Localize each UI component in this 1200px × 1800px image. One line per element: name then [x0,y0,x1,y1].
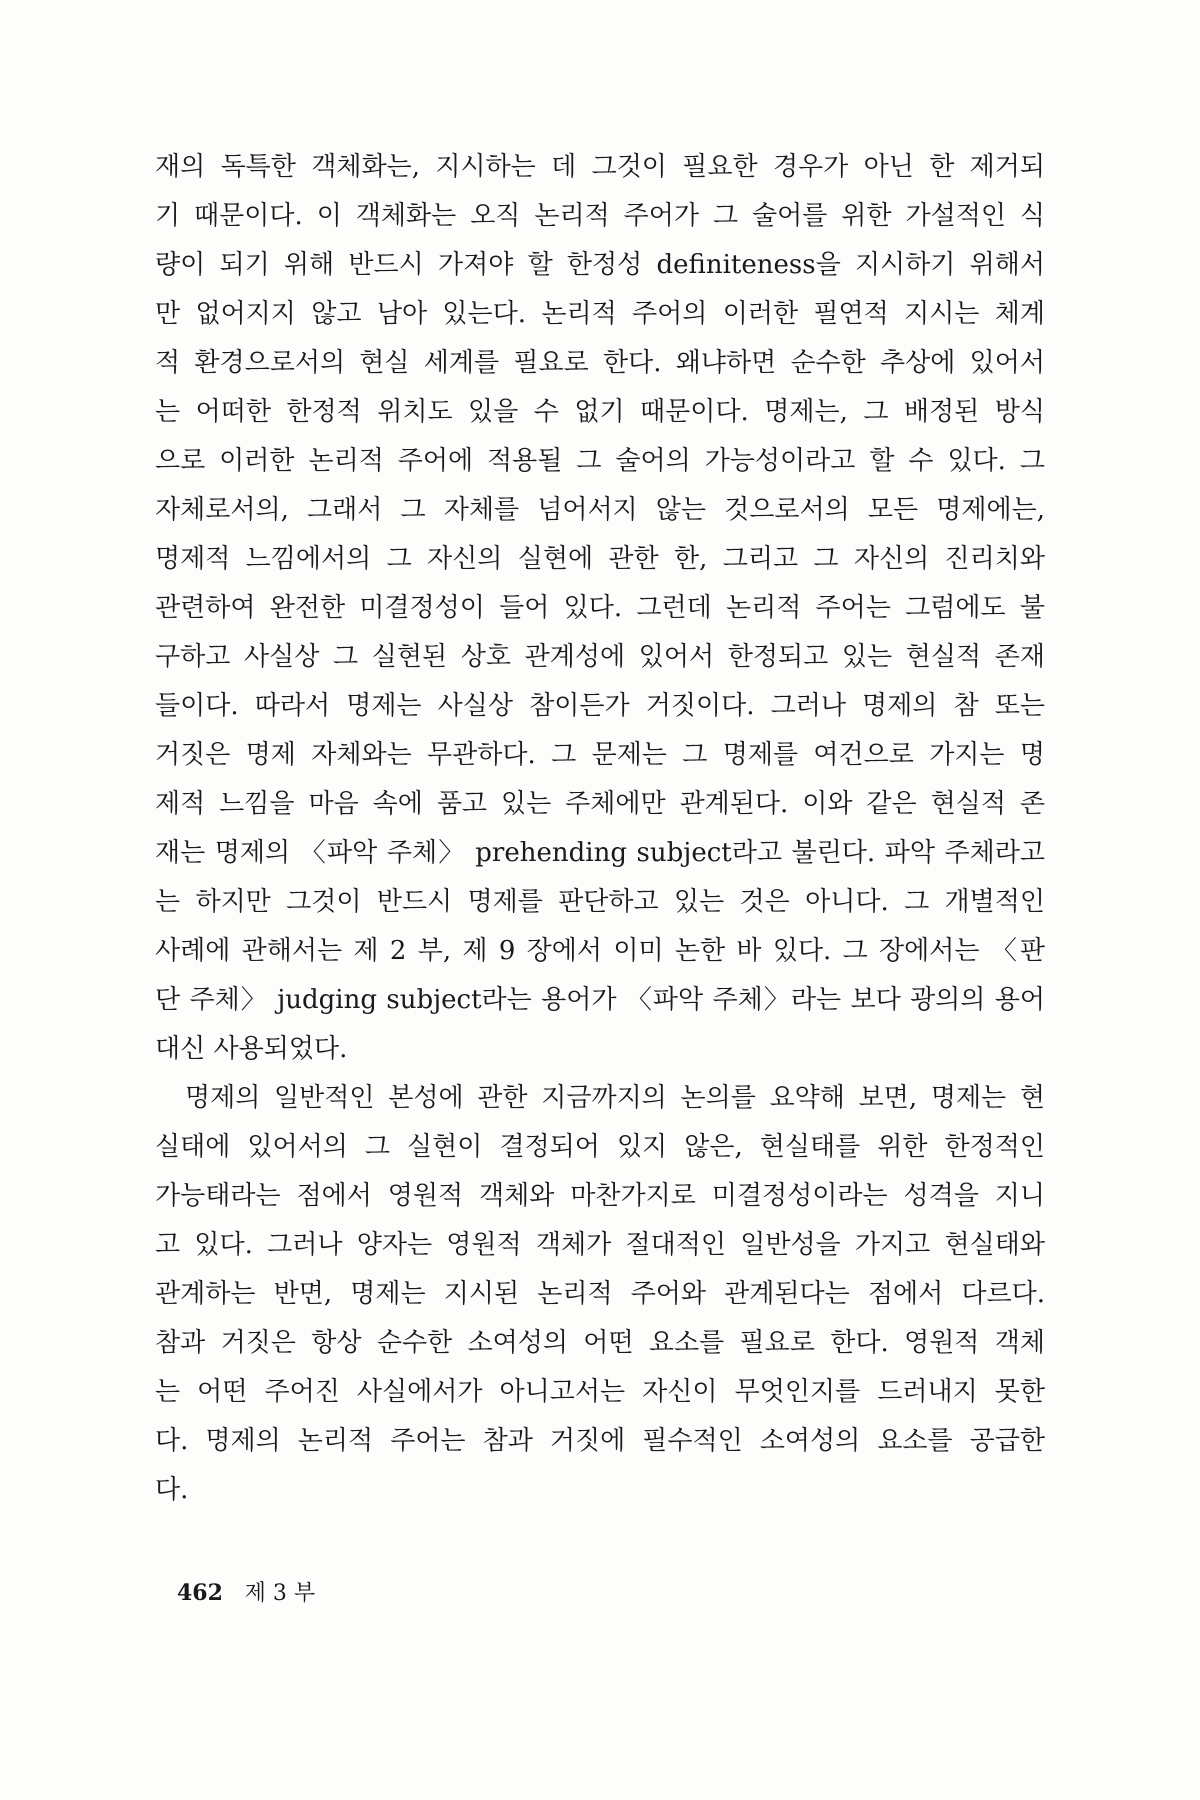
text-line: 실태에 있어서의 그 실현이 결정되어 있지 않은, 현실태를 위한 한정적인 [155,1132,1045,1162]
body-text [155,143,1045,1515]
text-line: 들이다. 따라서 명제는 사실상 참이든가 거짓이다. 그러나 명제의 참 또는 [155,691,1045,721]
text-line: 가능태라는 점에서 영원적 객체와 마찬가지로 미결정성이라는 성격을 지니 [155,1181,1045,1211]
page-number: 462 [177,1580,223,1606]
text-line: 자체로서의, 그래서 그 자체를 넘어서지 않는 것으로서의 모든 명제에는, [155,495,1045,525]
text-line: 대신 사용되었다. [155,1034,348,1064]
running-footer-part: 제 3 부 [244,1581,316,1606]
paragraph-1 [155,143,1045,1074]
text-line: 다. [155,1475,189,1505]
text-line: 관련하여 완전한 미결정성이 들어 있다. 그런데 논리적 주어는 그럼에도 불 [155,593,1045,623]
text-line: 으로 이러한 논리적 주어에 적용될 그 술어의 가능성이라고 할 수 있다. 그 [155,446,1045,476]
page-footer [177,1576,315,1607]
text-line: 참과 거짓은 항상 순수한 소여성의 어떤 요소를 필요로 한다. 영원적 객체 [155,1328,1045,1358]
text-line: 는 어떠한 한정적 위치도 있을 수 없기 때문이다. 명제는, 그 배정된 방식 [155,397,1045,427]
text-line: 관계하는 반면, 명제는 지시된 논리적 주어와 관계된다는 점에서 다르다. [155,1279,1045,1309]
text-line: 는 어떤 주어진 사실에서가 아니고서는 자신이 무엇인지를 드러내지 못한 [155,1377,1045,1407]
text-line: 다. 명제의 논리적 주어는 참과 거짓에 필수적인 소여성의 요소를 공급한 [155,1426,1045,1456]
text-line: 적 환경으로서의 현실 세계를 필요로 한다. 왜냐하면 순수한 추상에 있어서 [155,348,1045,378]
text-line: 고 있다. 그러나 양자는 영원적 객체가 절대적인 일반성을 가지고 현실태와 [155,1230,1045,1260]
text-line: 재는 명제의 〈파악 주체〉 prehending subject라고 불린다. 파악 주체라고 [155,838,1045,868]
text-line: 제적 느낌을 마음 속에 품고 있는 주체에만 관계된다. 이와 같은 현실적 존 [155,789,1045,819]
text-line: 는 하지만 그것이 반드시 명제를 판단하고 있는 것은 아니다. 그 개별적인 [155,887,1045,917]
text-line: 기 때문이다. 이 객체화는 오직 논리적 주어가 그 술어를 위한 가설적인 식 [155,201,1045,231]
text-line: 량이 되기 위해 반드시 가져야 할 한정성 definiteness을 지시하기 위해서 [155,250,1045,280]
text-line: 구하고 사실상 그 실현된 상호 관계성에 있어서 한정되고 있는 현실적 존재 [155,642,1045,672]
text-line: 재의 독특한 객체화는, 지시하는 데 그것이 필요한 경우가 아닌 한 제거되 [155,152,1045,182]
text-line: 사례에 관해서는 제 2 부, 제 9 장에서 이미 논한 바 있다. 그 장에서는 〈판 [155,936,1045,966]
text-line: 거짓은 명제 자체와는 무관하다. 그 문제는 그 명제를 여건으로 가지는 명 [155,740,1045,770]
text-line: 만 없어지지 않고 남아 있는다. 논리적 주어의 이러한 필연적 지시는 체계 [155,299,1045,329]
text-line: 명제의 일반적인 본성에 관한 지금까지의 논의를 요약해 보면, 명제는 현 [185,1083,1045,1113]
text-line: 명제적 느낌에서의 그 자신의 실현에 관한 한, 그리고 그 자신의 진리치와 [155,544,1045,574]
text-line: 단 주체〉 judging subject라는 용어가 〈파악 주체〉라는 보다 광의의 용어 [155,985,1045,1015]
paragraph-2 [155,1074,1045,1515]
